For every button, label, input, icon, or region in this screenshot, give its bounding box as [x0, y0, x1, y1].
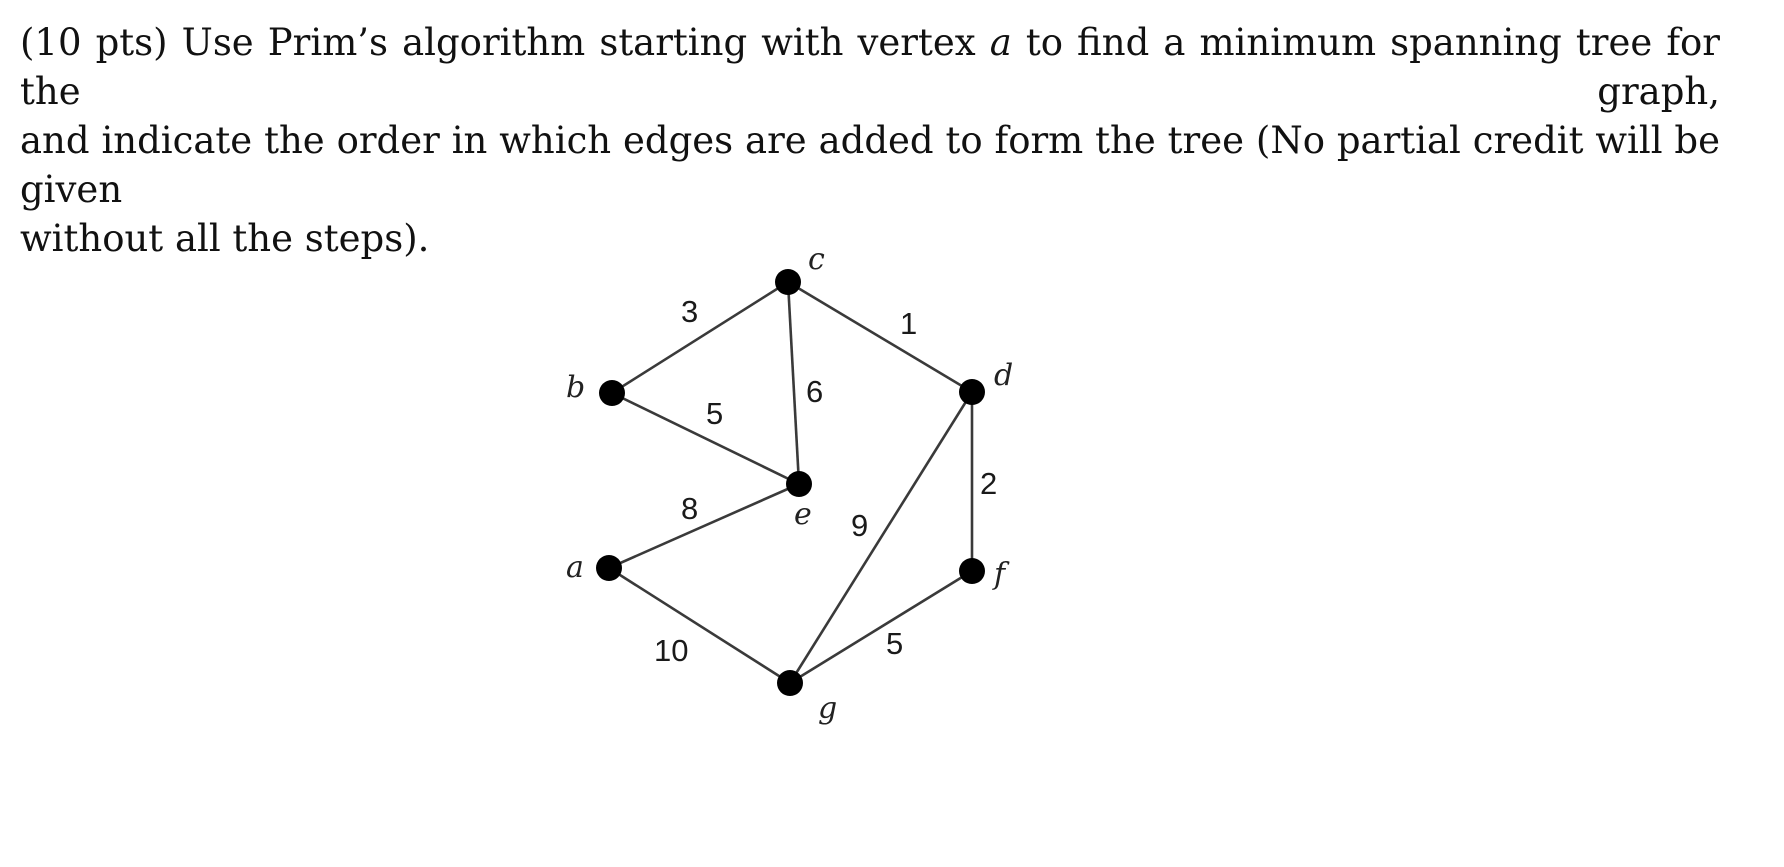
edge-weight-f-g: 5	[886, 626, 904, 661]
vertex-label-e: e	[794, 497, 812, 532]
edge-weight-b-e: 5	[706, 396, 724, 431]
edge-weight-d-f: 2	[980, 466, 998, 501]
edge-c-e	[788, 282, 799, 484]
vertex-g	[777, 670, 803, 696]
vertex-d	[959, 379, 985, 405]
edge-weight-d-g: 9	[851, 508, 869, 543]
start-vertex-variable: a	[989, 21, 1012, 64]
edge-weight-a-e: 8	[681, 491, 699, 526]
edge-d-g	[790, 392, 972, 683]
edge-weight-c-d: 1	[900, 306, 918, 341]
question-line-3: without all the steps).	[20, 217, 430, 260]
edge-a-g	[609, 568, 790, 683]
question-line-1-end: to find a minimum spanning tree for the graph,	[20, 21, 1720, 113]
vertex-label-g: g	[818, 691, 838, 726]
vertex-label-b: b	[566, 370, 586, 405]
vertex-a	[596, 555, 622, 581]
vertex-label-c: c	[808, 242, 825, 277]
edge-f-g	[790, 571, 972, 683]
edge-weight-c-e: 6	[806, 374, 824, 409]
edge-b-c	[612, 282, 788, 393]
vertex-c	[775, 269, 801, 295]
vertex-label-a: a	[566, 550, 584, 585]
edge-weight-a-g: 10	[654, 633, 689, 668]
question-line-2: and indicate the order in which edges are added to form the tree (No partial credit will be given	[20, 119, 1720, 211]
question-line-1-start: (10 pts) Use Prim’s algorithm starting with vertex	[20, 21, 990, 64]
vertex-b	[599, 380, 625, 406]
vertex-label-d: d	[994, 358, 1014, 393]
vertex-e	[786, 471, 812, 497]
vertex-label-f: f	[994, 557, 1006, 592]
edge-weight-b-c: 3	[681, 294, 699, 329]
edge-a-e	[609, 484, 799, 568]
vertex-f	[959, 558, 985, 584]
